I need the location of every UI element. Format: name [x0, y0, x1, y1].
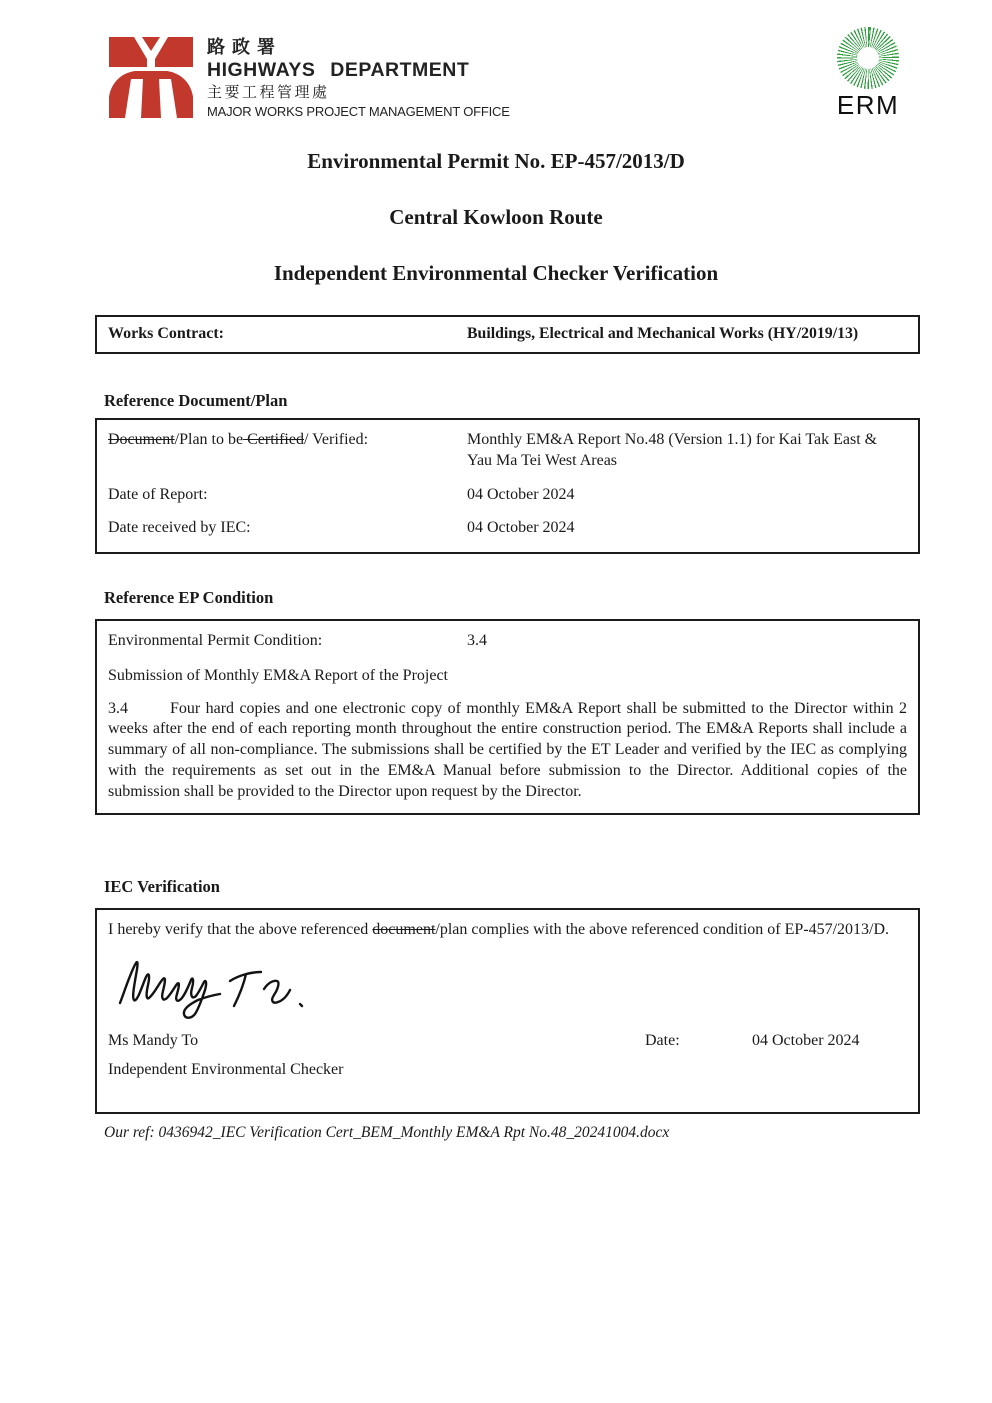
document-word-struck: Document [108, 431, 175, 448]
date-label: Date: [645, 1031, 680, 1049]
document-plan-value: Monthly EM&A Report No.48 (Version 1.1) for Kai Tak East & Yau Ma Tei West Areas [467, 431, 878, 469]
document-plan-label [108, 430, 467, 472]
erm-logo [832, 27, 904, 121]
date-value: 04 October 2024 [752, 1031, 860, 1049]
reference-document-heading: Reference Document/Plan [104, 391, 288, 410]
ep-condition-value: 3.4 [467, 632, 487, 649]
ep-condition-subject: Submission of Monthly EM&A Report of the Project [108, 666, 448, 684]
date-of-report-row [108, 485, 907, 506]
ep-condition-row [108, 631, 907, 652]
iec-verification-box [95, 908, 920, 1114]
verification-statement [108, 920, 907, 941]
iec-verification-heading: IEC Verification [104, 877, 220, 896]
highways-department-header [207, 38, 510, 119]
hyd-chinese-office: 主要工程管理處 [207, 84, 330, 102]
erm-logo-label: ERM [836, 90, 900, 120]
ep-condition-heading: Reference EP Condition [104, 588, 274, 607]
plan-to-be-text: /Plan to be [174, 431, 244, 448]
our-ref-footer: Our ref: 0436942_IEC Verification Cert_BEM_Monthly EM&A Rpt No.48_20241004.docx [104, 1124, 670, 1141]
document-type-title: Independent Environmental Checker Verification [273, 261, 719, 285]
statement-document-struck: document [372, 921, 436, 938]
works-contract-box [95, 315, 920, 354]
ep-condition-clause [108, 699, 907, 803]
signature-image [114, 955, 346, 1019]
verified-text: / Verified: [303, 431, 369, 448]
ep-condition-box [95, 619, 920, 815]
clause-text: Four hard copies and one electronic copy of monthly EM&A Report shall be submitted to the Director within 2 weeks after the end of each reporting month throughout the entire construction period. The EM&A Reports shall include a summary of all non-compliance. The submissions shall be certified by the ET Leader and verified by the IEC as complying with the requirements as set out in the EM&A Manual before submission to the Director. Additional copies of the submission shall be provided to the Director upon request by the Director. [108, 699, 907, 800]
hyd-english-office: MAJOR WORKS PROJECT MANAGEMENT OFFICE [207, 103, 510, 119]
signatory-title: Independent Environmental Checker [108, 1060, 344, 1078]
ep-condition-label: Environmental Permit Condition: [108, 632, 323, 649]
date-received-label: Date received by IEC: [108, 519, 251, 537]
hyd-chinese-name: 路政署 [207, 37, 282, 57]
clause-number: 3.4 [108, 699, 128, 717]
signatory-row [108, 1031, 907, 1052]
permit-number-title: Environmental Permit No. EP-457/2013/D [307, 149, 685, 173]
certified-word-struck: Certified [243, 431, 304, 448]
date-received-row [108, 518, 907, 539]
erm-starburst-icon [837, 27, 899, 89]
works-contract-value: Buildings, Electrical and Mechanical Works (HY/2019/13) [467, 325, 859, 343]
date-of-report-value: 04 October 2024 [467, 485, 575, 503]
highways-department-logo-icon [108, 36, 194, 118]
works-contract-label: Works Contract: [108, 325, 224, 343]
statement-post-text: /plan complies with the above referenced condition of EP-457/2013/D. [435, 921, 890, 938]
reference-document-box [95, 418, 920, 554]
statement-pre-text: I hereby verify that the above referenced [108, 921, 373, 938]
hyd-english-name: HIGHWAYS DEPARTMENT [207, 58, 470, 81]
signatory-name: Ms Mandy To [108, 1031, 199, 1049]
date-received-value: 04 October 2024 [467, 519, 575, 537]
project-title: Central Kowloon Route [389, 205, 603, 229]
document-plan-row [108, 430, 907, 472]
date-of-report-label: Date of Report: [108, 485, 208, 503]
